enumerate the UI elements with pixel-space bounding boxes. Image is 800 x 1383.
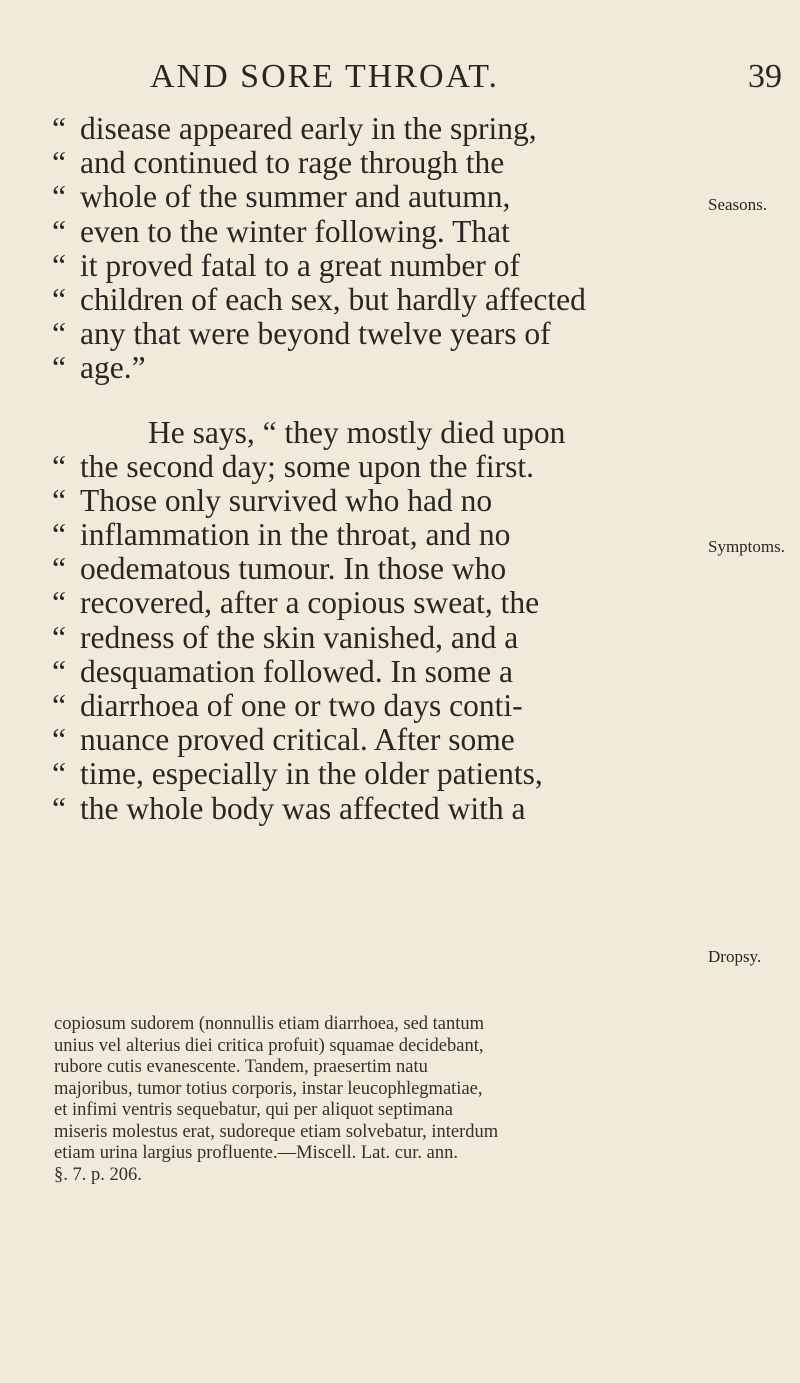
quote-mark: “: [52, 619, 66, 655]
text-line: [52, 249, 622, 283]
text-line: [52, 283, 622, 317]
line-text: whole of the summer and autumn,: [80, 179, 511, 215]
footnote-line: majoribus, tumor totius corporis, instar leucophlegmatiae,: [54, 1078, 483, 1099]
text-line: [52, 416, 622, 450]
line-text: redness of the skin vanished, and a: [80, 619, 519, 655]
quote-mark: “: [52, 281, 66, 317]
footnote-line: unius vel alterius diei critica profuit) squamae decidebant,: [54, 1035, 484, 1056]
quote-mark: “: [52, 688, 66, 723]
text-line: [52, 317, 622, 351]
header-title: AND SORE THROAT.: [150, 58, 500, 95]
line-text: nuance proved critical. After some: [80, 722, 515, 758]
quote-mark: “: [52, 448, 66, 484]
quote-mark: “: [52, 517, 66, 553]
line-text: diarrhoea of one or two days conti-: [80, 688, 523, 723]
quote-mark: “: [52, 482, 66, 518]
footnote-line: rubore cutis evanescente. Tandem, praesertim natu: [54, 1057, 428, 1077]
line-text: time, especially in the older patients,: [80, 756, 543, 792]
line-text: the second day; some upon the first.: [80, 448, 535, 484]
text-line: [52, 655, 622, 689]
footnote: [54, 1014, 704, 1186]
quote-mark: “: [52, 653, 66, 689]
footnote-line: §. 7. p. 206.: [54, 1164, 142, 1185]
margin-note-symptoms: Symptoms.: [708, 537, 785, 556]
quote-mark: “: [52, 350, 66, 386]
running-header: [0, 58, 800, 98]
text-line: [52, 450, 622, 484]
text-line: [52, 518, 622, 552]
quote-mark: “: [52, 722, 66, 758]
quote-mark: “: [52, 551, 66, 587]
text-line: [52, 351, 622, 385]
text-line: [52, 552, 622, 586]
quote-mark: “: [52, 756, 66, 792]
margin-note-dropsy: Dropsy.: [708, 947, 762, 966]
line-text: and continued to rage through the: [80, 145, 505, 181]
main-text: [52, 112, 622, 826]
page-number: 39: [748, 58, 782, 95]
line-text: children of each sex, but hardly affected: [80, 281, 586, 317]
line-text: desquamation followed. In some a: [80, 653, 514, 689]
quote-mark: “: [52, 145, 66, 181]
margin-note-seasons: Seasons.: [708, 195, 768, 214]
text-line: [52, 757, 622, 791]
footnote-line: miseris molestus erat, sudoreque etiam solvebatur, interdum: [54, 1121, 499, 1142]
footnote-line: etiam urina largius profluente.—Miscell. Lat. cur. ann.: [54, 1143, 458, 1163]
quote-mark: “: [52, 179, 66, 215]
line-text: even to the winter following. That: [80, 213, 510, 249]
line-text: the whole body was affected with a: [80, 790, 526, 826]
quote-mark: “: [52, 790, 66, 826]
quote-mark: “: [52, 213, 66, 249]
quote-mark: “: [52, 247, 66, 283]
line-text: any that were beyond twelve years of: [80, 316, 551, 352]
footnote-line: copiosum sudorem (nonnullis etiam diarrhoea, sed tantum: [54, 1014, 485, 1034]
line-text: age.”: [80, 350, 146, 386]
line-text: disease appeared early in the spring,: [80, 111, 537, 146]
text-line: [52, 621, 622, 655]
text-line: [52, 689, 622, 723]
footnote-line: et infimi ventris sequebatur, qui per aliquot septimana: [54, 1100, 453, 1120]
text-line: [52, 723, 622, 757]
quote-mark: “: [52, 316, 66, 352]
quote-mark: “: [52, 585, 66, 621]
line-text: recovered, after a copious sweat, the: [80, 585, 540, 621]
text-line: [52, 792, 622, 826]
text-line: [52, 586, 622, 620]
text-line: [52, 146, 622, 180]
line-text: it proved fatal to a great number of: [80, 247, 520, 283]
text-line: [52, 112, 622, 146]
line-text: inflammation in the throat, and no: [80, 517, 511, 553]
text-line: [52, 215, 622, 249]
line-text: Those only survived who had no: [80, 482, 493, 518]
line-text: He says, “ they mostly died upon: [148, 414, 566, 450]
text-line: [52, 180, 622, 214]
quote-mark: “: [52, 111, 66, 146]
line-text: oedematous tumour. In those who: [80, 551, 507, 587]
text-line: [52, 484, 622, 518]
